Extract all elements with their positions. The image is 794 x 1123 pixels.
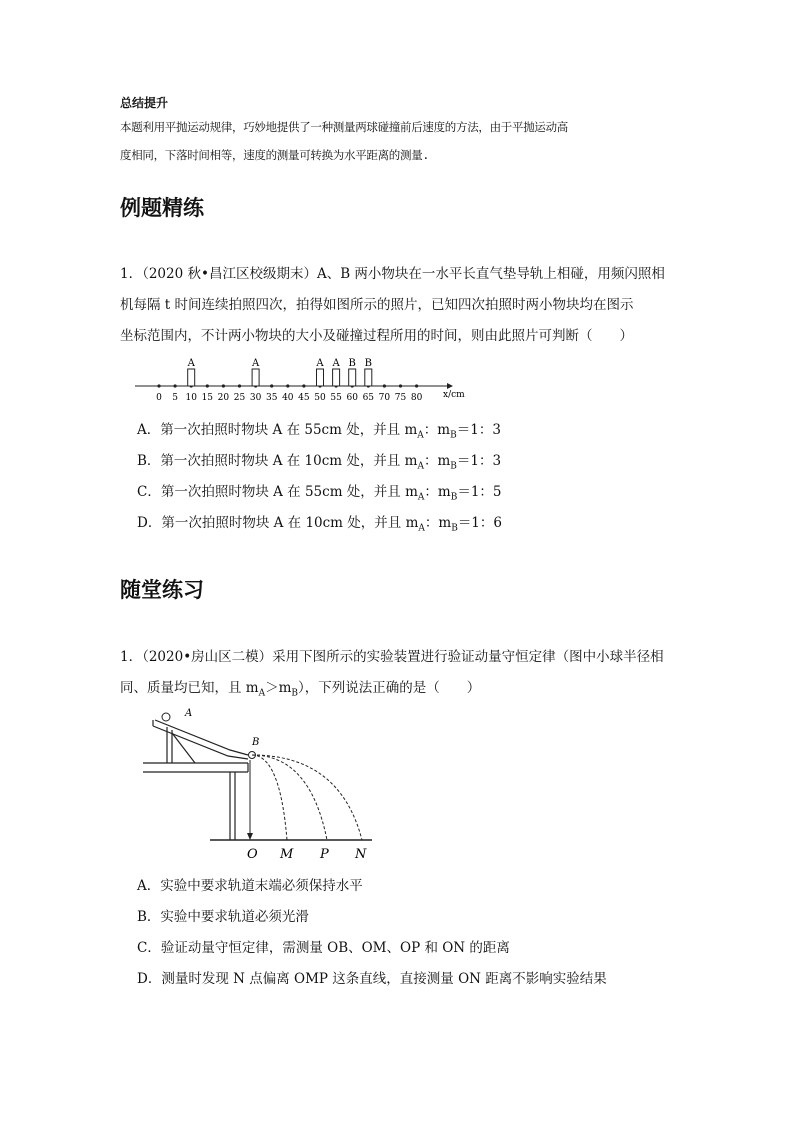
axis-tick-label-75: 75 (394, 393, 407, 403)
block-label-0: A (187, 358, 195, 369)
question-1-line-2: 机每隔 t 时间连续拍照四次，拍得如图所示的照片，已知四次拍照时两小物块均在图示 (120, 297, 634, 313)
summary-text-line-1: 本题利用平抛运动规律，巧妙地提供了一种测量两球碰撞前后速度的方法，由于平抛运动高 (120, 120, 568, 134)
label-b: B (252, 737, 260, 748)
block-label-3: A (332, 358, 340, 369)
axis-tick-15 (206, 384, 209, 387)
axis-tick-0 (157, 384, 160, 387)
axis-tick-label-25: 25 (233, 393, 246, 403)
block-b-5 (365, 369, 372, 386)
axis-tick-label-40: 40 (282, 393, 294, 403)
block-label-5: B (364, 358, 372, 369)
axis-tick-label-50: 50 (314, 393, 326, 403)
block-label-1: A (251, 358, 260, 369)
axis-tick-70 (383, 384, 386, 387)
axis-tick-20 (222, 384, 225, 387)
axis-tick-45 (302, 384, 305, 387)
axis-tick-label-20: 20 (217, 393, 230, 403)
axis-tick-label-80: 80 (410, 393, 423, 403)
axis-tick-label-5: 5 (172, 393, 178, 403)
question-1-option-d[interactable]: D．第一次拍照时物块 A 在 10cm 处，并且 $m_A$：$m_B=1$：6 (137, 515, 502, 534)
axis-unit-label: x/cm (443, 390, 465, 400)
section-title-examples: 例题精练 (120, 196, 204, 220)
axis-tick-label-35: 35 (265, 393, 278, 403)
axis-tick-label-60: 60 (346, 393, 358, 403)
summary-title: 总结提升 (120, 96, 169, 110)
photo-axis-figure (135, 350, 475, 406)
label-p: P (320, 847, 329, 862)
block-a-2 (317, 369, 324, 386)
axis-tick-label-30: 30 (249, 393, 262, 403)
block-b-4 (349, 369, 356, 386)
block-a-3 (333, 369, 340, 386)
axis-tick-80 (415, 384, 418, 387)
axis-tick-40 (286, 384, 289, 387)
question-1-option-a[interactable]: A．第一次拍照时物块 A 在 55cm 处，并且 $m_A$：$m_B=1$：3 (137, 422, 501, 441)
summary-text-line-2: 度相同，下落时间相等，速度的测量可转换为水平距离的测量. (120, 148, 430, 162)
block-label-4: B (348, 358, 356, 369)
question-2-option-c[interactable]: C．验证动量守恒定律，需测量 OB、OM、OP 和 ON 的距离 (137, 940, 510, 956)
axis-tick-label-0: 0 (156, 393, 162, 403)
question-2-line-1: 1．（2020•房山区二模）采用下图所示的实验装置进行验证动量守恒定律（图中小球半径相 (120, 649, 664, 665)
block-a-0 (188, 369, 195, 386)
block-a-1 (252, 369, 259, 386)
label-o: O (247, 847, 258, 862)
question-2-option-a[interactable]: A．实验中要求轨道末端必须保持水平 (137, 878, 363, 894)
label-a: A (185, 708, 193, 719)
label-n: N (355, 847, 367, 862)
question-1-line-1: 1．（2020 秋•昌江区校级期末）A、B 两小物块在一水平长直气垫导轨上相碰，用频闪照相 (120, 266, 665, 282)
question-2-line-2: 同、质量均已知，且 $m_A>m_B$），下列说法正确的是（ ） (120, 680, 481, 699)
block-label-2: A (316, 358, 324, 369)
axis-tick-label-45: 45 (298, 393, 310, 403)
axis-tick-label-55: 55 (330, 393, 342, 403)
question-1-option-b[interactable]: B．第一次拍照时物块 A 在 10cm 处，并且 $m_A$：$m_B=1$：3 (137, 453, 502, 472)
apparatus-figure (135, 700, 385, 868)
question-1-option-c[interactable]: C．第一次拍照时物块 A 在 55cm 处，并且 $m_A$：$m_B=1$：5 (137, 484, 502, 503)
question-2-option-b[interactable]: B．实验中要求轨道必须光滑 (137, 909, 309, 925)
section-title-practice: 随堂练习 (120, 578, 204, 602)
question-2-option-d[interactable]: D．测量时发现 N 点偏离 OMP 这条直线，直接测量 ON 距离不影响实验结果 (137, 971, 607, 987)
axis-tick-75 (399, 384, 402, 387)
question-1-line-3: 坐标范围内，不计两小物块的大小及碰撞过程所用的时间，则由此照片可判断（ ） (120, 328, 633, 344)
axis-arrow (447, 383, 453, 389)
axis-tick-label-65: 65 (362, 393, 375, 403)
axis-tick-25 (238, 384, 241, 387)
axis-tick-5 (174, 384, 177, 387)
axis-tick-label-10: 10 (185, 393, 197, 403)
axis-tick-35 (270, 384, 273, 387)
axis-tick-label-70: 70 (378, 393, 391, 403)
axis-tick-label-15: 15 (201, 393, 214, 403)
label-m: M (280, 847, 294, 862)
